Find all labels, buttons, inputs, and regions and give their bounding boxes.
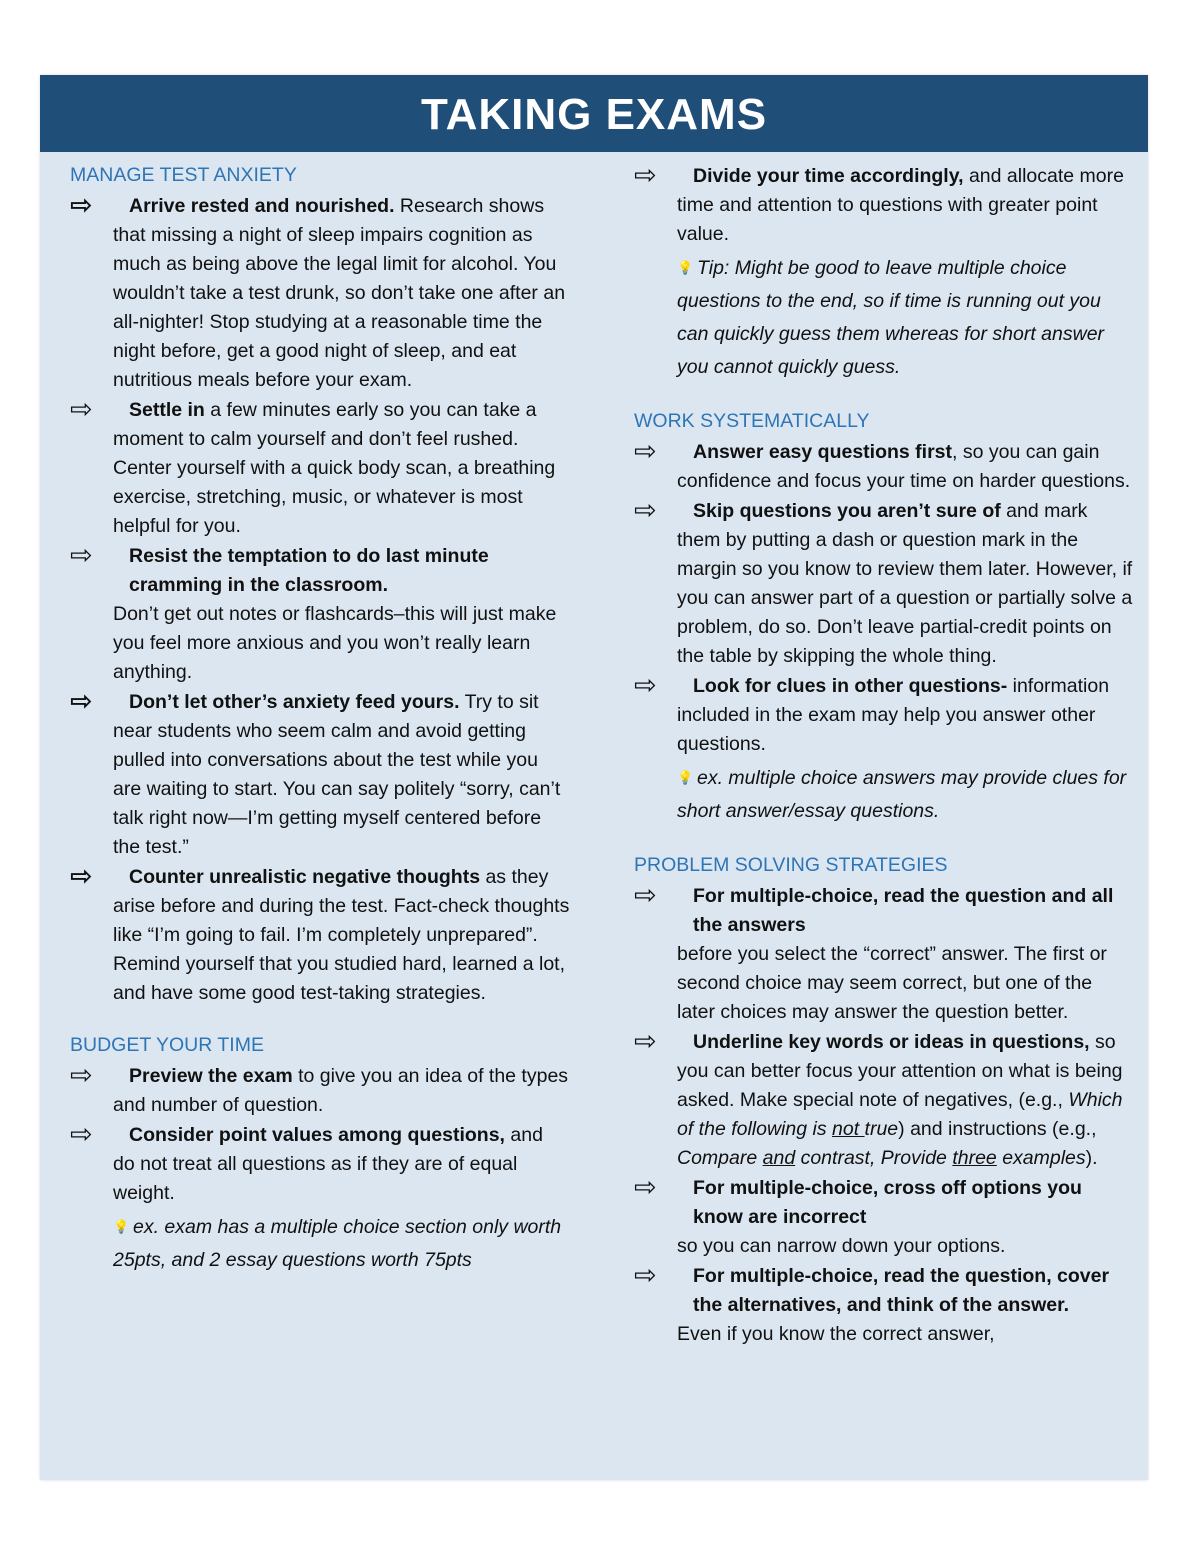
item-text: and do not treat all questions as if they are of equal weight. [113, 1124, 543, 1204]
arrow-right-icon: ⇨ [634, 1026, 657, 1056]
item-lead: Arrive rested and nourished. [129, 195, 395, 217]
example-emphasis: not [832, 1118, 865, 1140]
tip-note [677, 761, 1134, 828]
example-emphasis: three [952, 1147, 997, 1169]
arrow-right-icon: ⇨ [634, 1172, 657, 1202]
item-lead: Preview the exam [129, 1065, 293, 1087]
arrow-right-icon: ⇨ [70, 686, 93, 716]
arrow-right-icon: ⇨ [634, 436, 657, 466]
list-item [70, 192, 570, 395]
item-lead: Look for clues in other questions- [693, 675, 1008, 697]
item-lead: Don’t let other’s anxiety feed yours. [129, 691, 460, 713]
item-lead: Skip questions you aren’t sure of [693, 500, 1001, 522]
arrow-right-icon: ⇨ [70, 540, 93, 570]
item-lead: For multiple-choice, read the question and all the answers [693, 885, 1114, 936]
example-text: Which of the following is [677, 1089, 1123, 1140]
arrow-right-icon: ⇨ [70, 1119, 93, 1149]
item-text: Try to sit near students who seem calm and avoid getting pulled into conversations about the test while you are waiting to start. You can say politely “sorry, can’t talk right now—I’m getting myself centered before the test.” [113, 691, 561, 858]
item-text: ) and instructions (e.g., [898, 1118, 1097, 1140]
list-item [634, 1174, 1134, 1261]
list-item [70, 396, 570, 541]
item-text: Even if you know the correct answer, [677, 1323, 995, 1345]
list-item [634, 1028, 1134, 1173]
arrow-right-icon: ⇨ [634, 670, 657, 700]
arrow-right-icon: ⇨ [70, 861, 93, 891]
list-item [634, 162, 1134, 384]
page [40, 75, 1148, 1480]
item-lead: Counter unrealistic negative thoughts [129, 866, 481, 888]
tip-note [677, 251, 1134, 384]
example-text: contrast, Provide [795, 1147, 953, 1169]
list-item [634, 438, 1134, 496]
arrow-right-icon: ⇨ [634, 495, 657, 525]
list-item [70, 1121, 570, 1277]
lightbulb-icon: 💡 [113, 1219, 130, 1234]
arrow-right-icon: ⇨ [634, 880, 657, 910]
item-text: a few minutes early so you can take a moment to calm yourself and don’t feel rushed. Center yourself with a quick body scan, a breathing exercise, stretching, music, or whatever is most helpful for you. [113, 399, 556, 537]
list-item [634, 497, 1134, 671]
arrow-right-icon: ⇨ [634, 160, 657, 190]
right-column [634, 162, 1134, 1350]
example-text: Compare [677, 1147, 763, 1169]
item-lead: Resist the temptation to do last minute cramming in the classroom. [129, 545, 489, 596]
item-lead: Consider point values among questions, [129, 1124, 505, 1146]
item-lead: Answer easy questions first [693, 441, 953, 463]
item-text: before you select the “correct” answer. The first or second choice may seem correct, but one of the later choices may answer the question better. [677, 943, 1107, 1023]
section-heading-budget-your-time: BUDGET YOUR TIME [70, 1034, 264, 1056]
item-text: to give you an idea of the types and number of question. [113, 1065, 569, 1116]
item-text: Don’t get out notes or flashcards–this will just make you feel more anxious and you won’t really learn anything. [113, 603, 557, 683]
section-heading-problem-solving: PROBLEM SOLVING STRATEGIES [634, 854, 948, 876]
section-heading-work-systematically: WORK SYSTEMATICALLY [634, 410, 870, 432]
item-lead: For multiple-choice, cross off options you know are incorrect [693, 1177, 1082, 1228]
list-item [634, 1262, 1134, 1349]
item-text: and allocate more time and attention to questions with greater point value. [677, 165, 1124, 245]
item-text: Research shows that missing a night of sleep impairs cognition as much as being above the legal limit for alcohol. You wouldn’t take a test drunk, so don’t take one after an all-nighter! Stop studying at a reasonable time the night before, get a good night of sleep, and eat nutritious meals before your exam. [113, 195, 566, 391]
item-text: so you can better focus your attention on what is being asked. Make special note of negatives, (e.g., [677, 1031, 1123, 1111]
item-text: and mark them by putting a dash or question mark in the margin so you know to review them later. However, if you can answer part of a question or partially solve a problem, do so. Don’t leave partial-credit points on the table by skipping the whole thing. [677, 500, 1133, 667]
item-lead: Settle in [129, 399, 205, 421]
list-item [70, 688, 570, 862]
tip-text: ex. exam has a multiple choice section only worth 25pts, and 2 essay questions worth 75pts [113, 1216, 562, 1271]
item-text: ). [1085, 1147, 1098, 1169]
lightbulb-icon: 💡 [677, 770, 694, 785]
list-item [70, 1062, 570, 1120]
arrow-right-icon: ⇨ [70, 394, 93, 424]
item-text: , so you can gain confidence and focus your time on harder questions. [677, 441, 1131, 492]
tip-text: Tip: Might be good to leave multiple choice questions to the end, so if time is running out you can quickly guess them whereas for short answer you cannot quickly guess. [677, 257, 1105, 378]
list-item [70, 863, 570, 1008]
item-text: as they arise before and during the test. Fact-check thoughts like “I’m going to fail. I’m completely unprepared”. Remind yourself that you studied hard, learned a lot, and have some good test-taking strategies. [113, 866, 570, 1004]
tip-note [113, 1210, 570, 1277]
list-item [634, 882, 1134, 1027]
arrow-right-icon: ⇨ [70, 1060, 93, 1090]
item-text: information included in the exam may help you answer other questions. [677, 675, 1110, 755]
example-emphasis: and [762, 1147, 796, 1169]
arrow-right-icon: ⇨ [70, 190, 93, 220]
lightbulb-icon: 💡 [677, 260, 694, 275]
item-lead: Underline key words or ideas in questions, [693, 1031, 1090, 1053]
list-item [634, 672, 1134, 828]
section-heading-manage-test-anxiety: MANAGE TEST ANXIETY [70, 164, 297, 186]
list-item [70, 542, 570, 687]
item-lead: Divide your time accordingly, [693, 165, 964, 187]
item-text: so you can narrow down your options. [677, 1235, 1006, 1257]
item-lead: For multiple-choice, read the question, cover the alternatives, and think of the answer. [693, 1265, 1110, 1316]
example-text: true [864, 1118, 899, 1140]
tip-text: ex. multiple choice answers may provide clues for short answer/essay questions. [677, 767, 1127, 822]
left-column [70, 162, 570, 1278]
arrow-right-icon: ⇨ [634, 1260, 657, 1290]
example-text: examples [996, 1147, 1086, 1169]
page-title: TAKING EXAMS [40, 75, 1148, 152]
